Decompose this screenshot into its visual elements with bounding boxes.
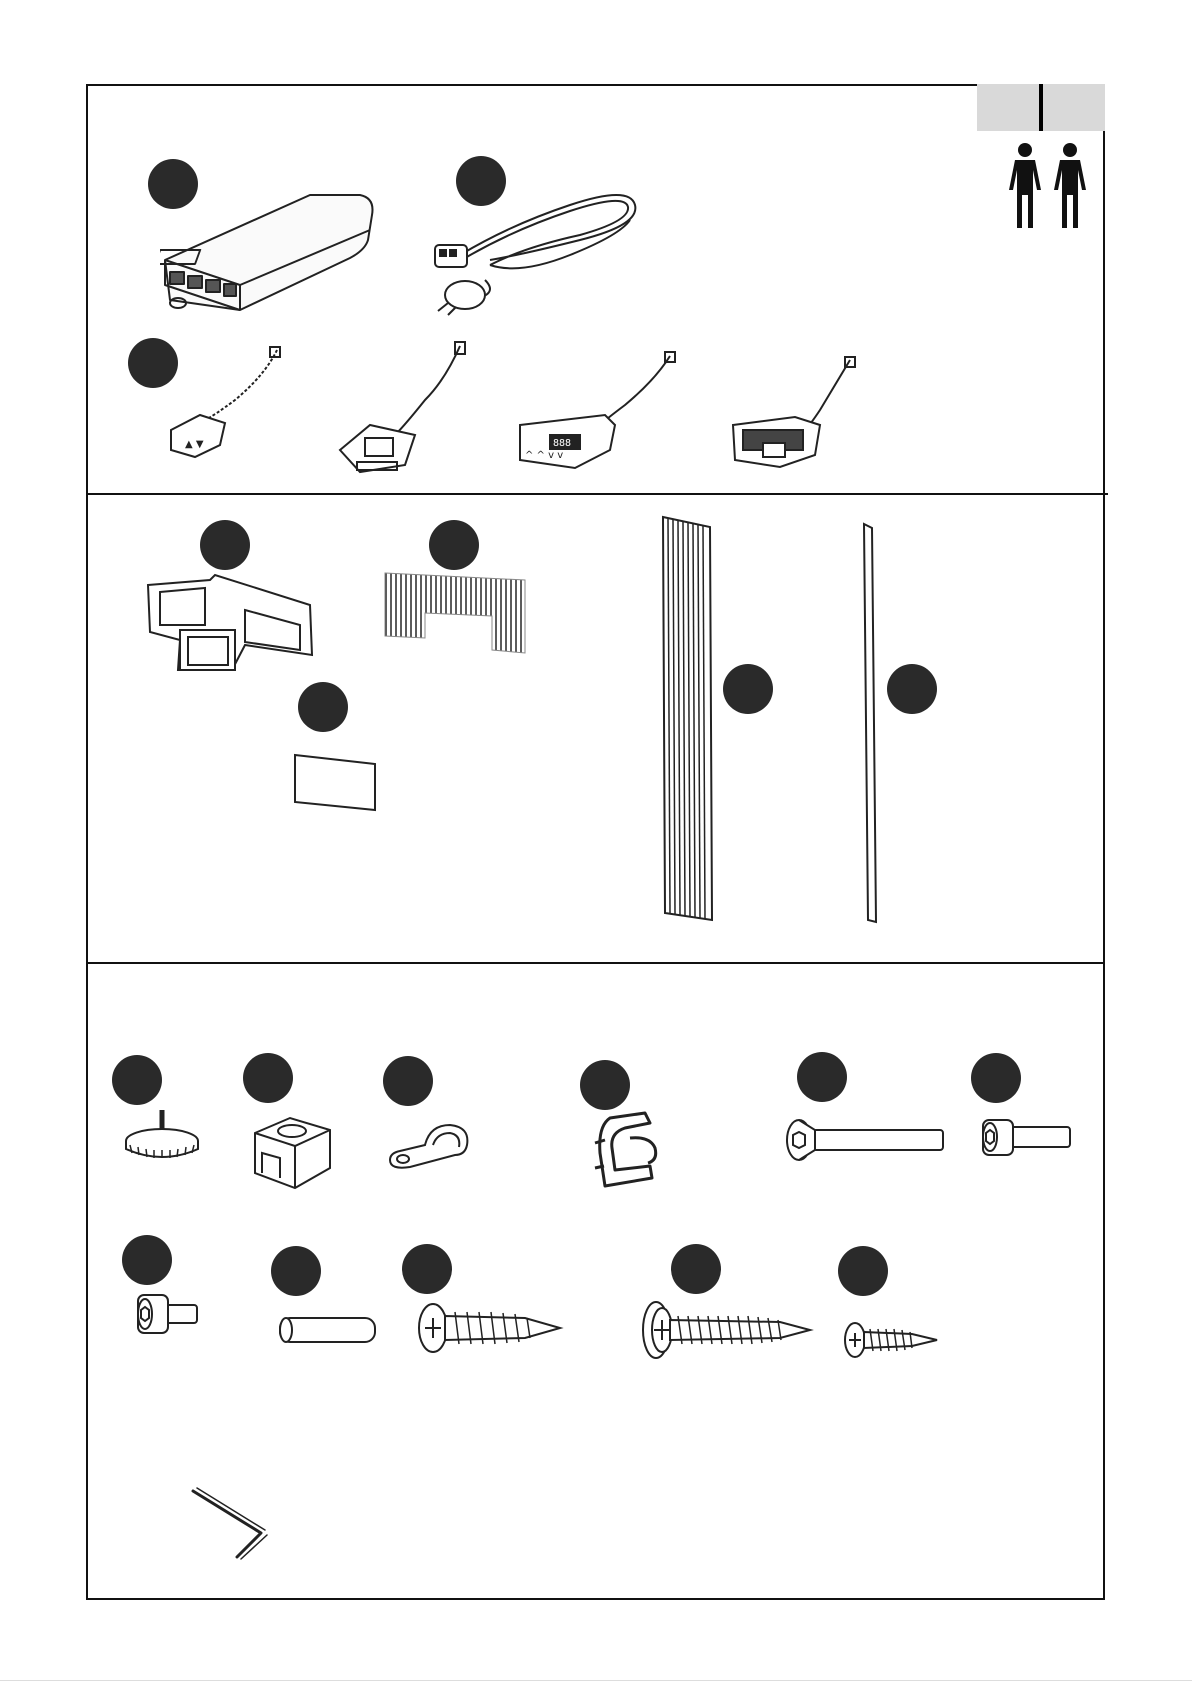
allen-key (185, 1485, 275, 1565)
short-socket-bolt (975, 1115, 1075, 1160)
part-badge-9 (112, 1055, 162, 1105)
header-tab-left (977, 84, 1039, 131)
part-badge-19 (838, 1246, 888, 1296)
part-badge-7 (723, 664, 773, 714)
wide-cover-strip (660, 515, 715, 925)
header-tab-separator (1039, 84, 1043, 131)
part-badge-8 (887, 664, 937, 714)
cable-block (250, 1108, 335, 1193)
part-badge-5 (429, 520, 479, 570)
cable-clip (590, 1108, 670, 1193)
svg-text:^ ^ v v: ^ ^ v v (525, 450, 564, 461)
part-badge-4 (200, 520, 250, 570)
part-badge-11 (383, 1056, 433, 1106)
control-box (160, 190, 380, 320)
part-badge-16 (271, 1246, 321, 1296)
foam-strip (380, 568, 530, 658)
part-badge-15 (122, 1235, 172, 1285)
part-badge-10 (243, 1053, 293, 1103)
handset-memory (335, 340, 475, 475)
part-badge-14 (971, 1053, 1021, 1103)
label-sticker (290, 750, 380, 815)
two-people-icon (1000, 140, 1095, 230)
small-socket-bolt (130, 1290, 205, 1340)
short-pan-head-screw (842, 1318, 942, 1363)
part-badge-17 (402, 1244, 452, 1294)
part-badge-13 (797, 1052, 847, 1102)
cable-tray (140, 570, 320, 680)
handset-touch (725, 355, 865, 475)
cylinder-spacer (272, 1310, 382, 1350)
svg-text:▲ ▼: ▲ ▼ (185, 439, 204, 450)
page-bottom-rule (0, 1680, 1192, 1681)
power-cable (430, 185, 650, 320)
part-badge-18 (671, 1244, 721, 1294)
long-countersunk-bolt (783, 1115, 948, 1165)
section-divider-2 (86, 962, 1105, 964)
section-divider-1 (86, 493, 1108, 495)
handset-display (515, 350, 685, 475)
long-washer-head-screw (640, 1298, 815, 1363)
handset-basic (165, 345, 285, 460)
svg-text:888: 888 (553, 438, 572, 449)
header-tab-right (1042, 84, 1105, 131)
part-badge-6 (298, 682, 348, 732)
pan-head-wood-screw (415, 1298, 565, 1358)
adjustable-foot (120, 1105, 205, 1165)
pipe-clamp (385, 1115, 475, 1175)
narrow-cover-strip (860, 522, 880, 927)
part-badge-12 (580, 1060, 630, 1110)
